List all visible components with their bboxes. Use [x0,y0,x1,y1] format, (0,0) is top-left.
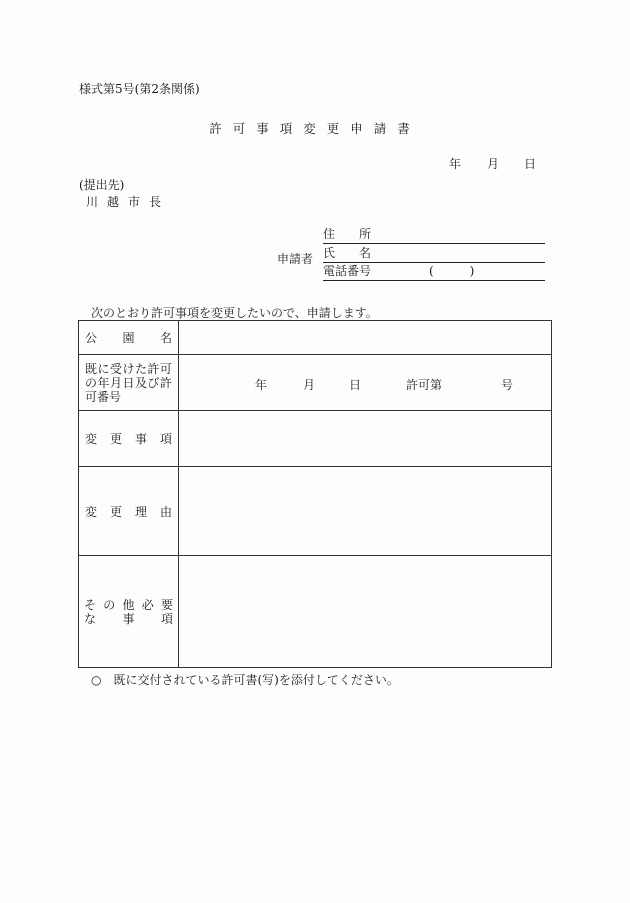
permit-number-suffix: 号 [501,377,514,392]
addressee: 川越市長 [86,195,171,209]
table-row [79,411,552,467]
document-title: 許可事項変更申請書 [209,121,421,136]
change-reason-label: 変 更 理 由 [79,467,179,556]
park-name-value[interactable] [179,321,552,355]
intro-text: 次のとおり許可事項を変更したいので、申請します。 [91,306,378,320]
change-items-value[interactable] [179,411,552,467]
phone-label: 電話番号 [323,264,372,278]
other-items-label: そ の 他 必 要 な 事 項 [79,556,179,668]
phone-field[interactable] [323,265,545,281]
permit-day-label: 日 [349,377,362,392]
table-row [79,467,552,556]
phone-area-code: ( ) [429,264,475,278]
prior-permit-value[interactable] [179,355,552,411]
name-label: 氏 名 [323,246,372,260]
attachment-note: ○ 既に交付されている許可書(写)を添付してください。 [91,673,399,687]
date-year-label: 年 [449,157,462,171]
table-row [79,556,552,668]
date-day-label: 日 [524,157,537,171]
applicant-label: 申請者 [277,252,314,266]
table-row [79,321,552,355]
permit-year-label: 年 [255,377,268,392]
submit-to-label: (提出先) [79,178,125,192]
address-label: 住 所 [323,227,372,241]
application-table [78,320,552,668]
change-items-label: 変 更 事 項 [79,411,179,467]
change-reason-value[interactable] [179,467,552,556]
permit-number-prefix: 許可第 [406,377,443,392]
park-name-label: 公 園 名 [79,321,179,355]
table-row [79,355,552,411]
prior-permit-label: 既 に 受 け た 許 可 の 年 月 日 及 び 許 可 番 号 [79,355,179,411]
date-month-label: 月 [487,157,500,171]
address-field[interactable] [323,228,545,244]
form-number: 様式第5号(第2条関係) [79,82,200,96]
name-field[interactable] [323,247,545,263]
permit-month-label: 月 [303,377,316,392]
other-items-value[interactable] [179,556,552,668]
